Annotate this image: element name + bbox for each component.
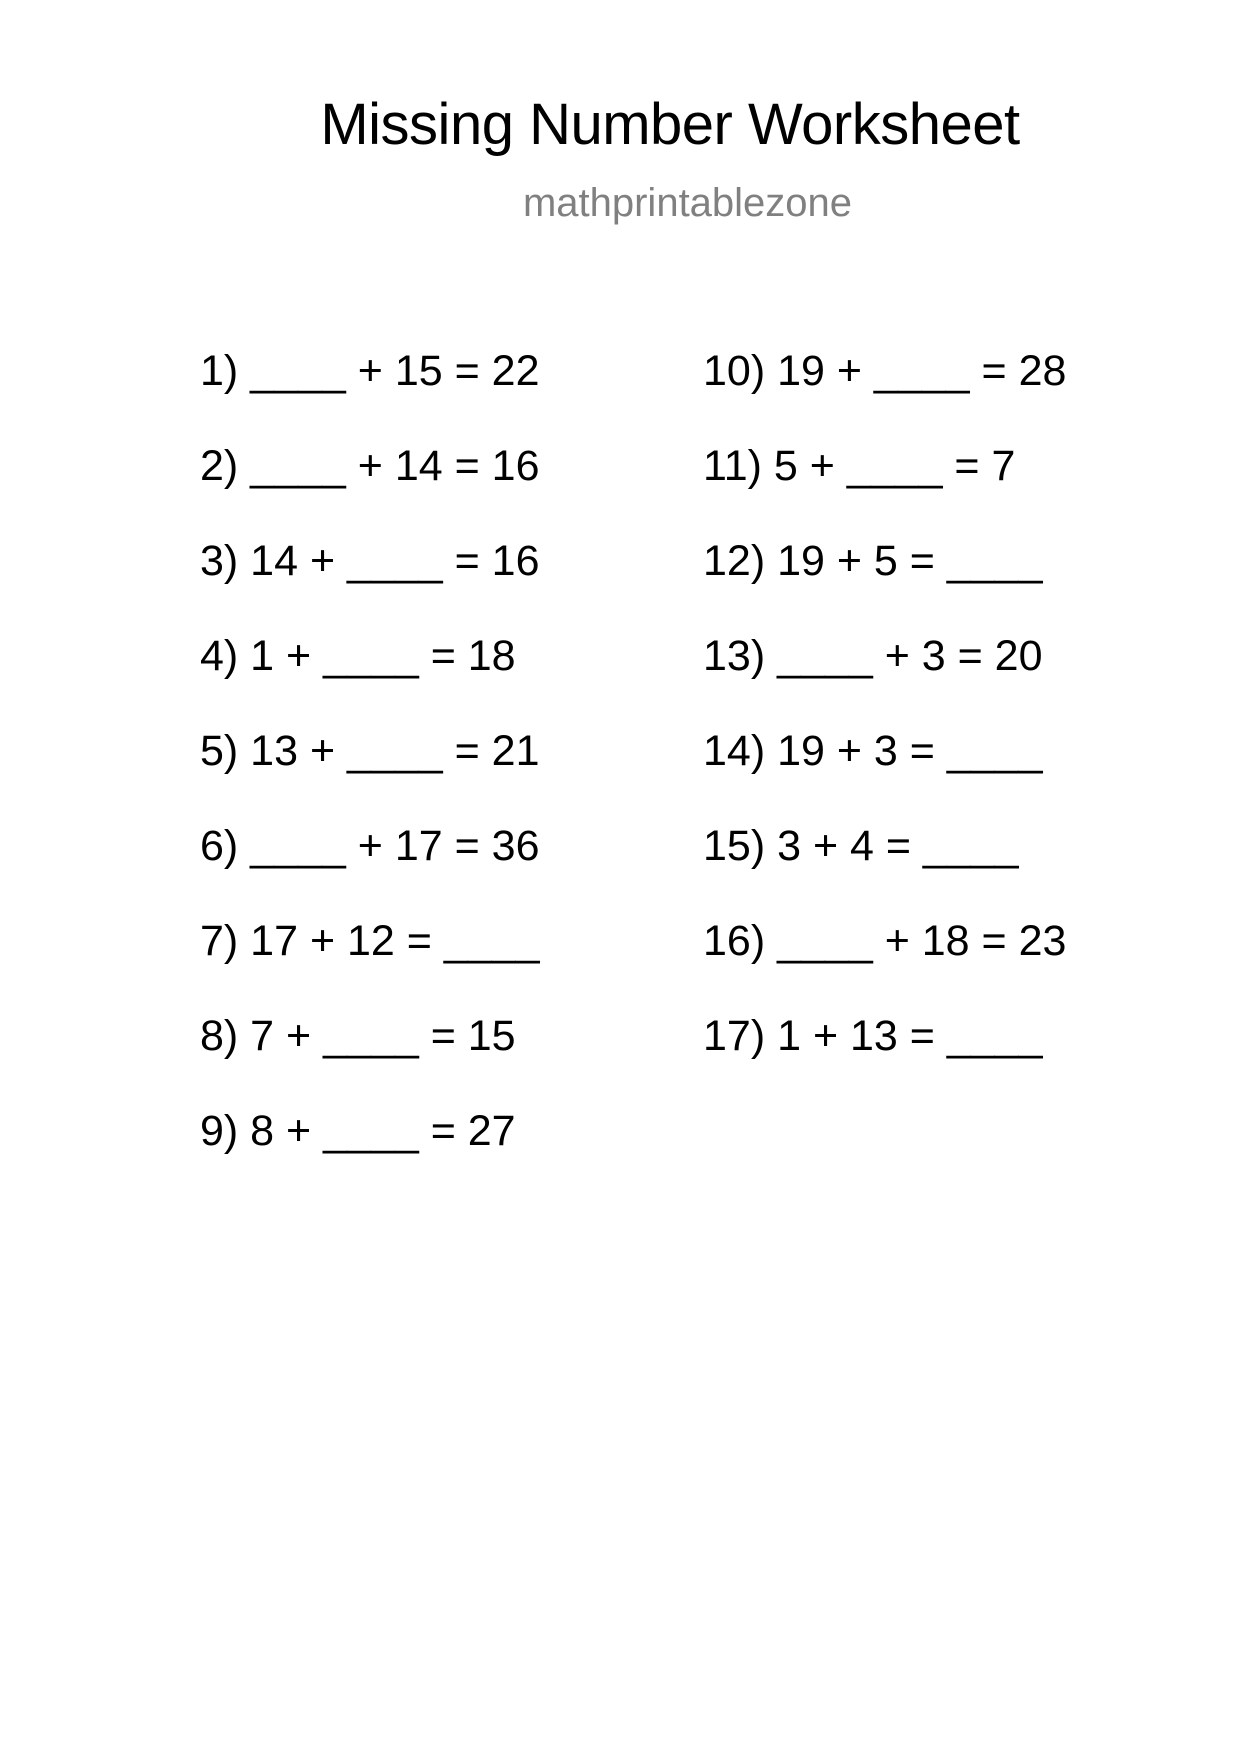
problem-2: 2) ____ + 14 = 16 xyxy=(200,442,540,490)
problem-3: 3) 14 + ____ = 16 xyxy=(200,537,540,585)
problems-left-column xyxy=(200,347,540,1205)
problem-10: 10) 19 + ____ = 28 xyxy=(703,347,1067,395)
problem-1: 1) ____ + 15 = 22 xyxy=(200,347,540,395)
problem-14: 14) 19 + 3 = ____ xyxy=(703,727,1043,775)
problem-4: 4) 1 + ____ = 18 xyxy=(200,632,516,680)
problem-8: 8) 7 + ____ = 15 xyxy=(200,1012,516,1060)
problem-15: 15) 3 + 4 = ____ xyxy=(703,822,1019,870)
problems-right-column xyxy=(703,347,1067,1110)
source-subtitle: mathprintablezone xyxy=(522,181,853,225)
problem-16: 16) ____ + 18 = 23 xyxy=(703,917,1067,965)
problem-13: 13) ____ + 3 = 20 xyxy=(703,632,1043,680)
problem-7: 7) 17 + 12 = ____ xyxy=(200,917,540,965)
problem-11: 11) 5 + ____ = 7 xyxy=(703,442,1016,490)
problem-9: 9) 8 + ____ = 27 xyxy=(200,1107,516,1155)
page-title: Missing Number Worksheet xyxy=(320,92,1020,157)
problem-5: 5) 13 + ____ = 21 xyxy=(200,727,540,775)
problem-6: 6) ____ + 17 = 36 xyxy=(200,822,540,870)
problem-17: 17) 1 + 13 = ____ xyxy=(703,1012,1043,1060)
problem-12: 12) 19 + 5 = ____ xyxy=(703,537,1043,585)
